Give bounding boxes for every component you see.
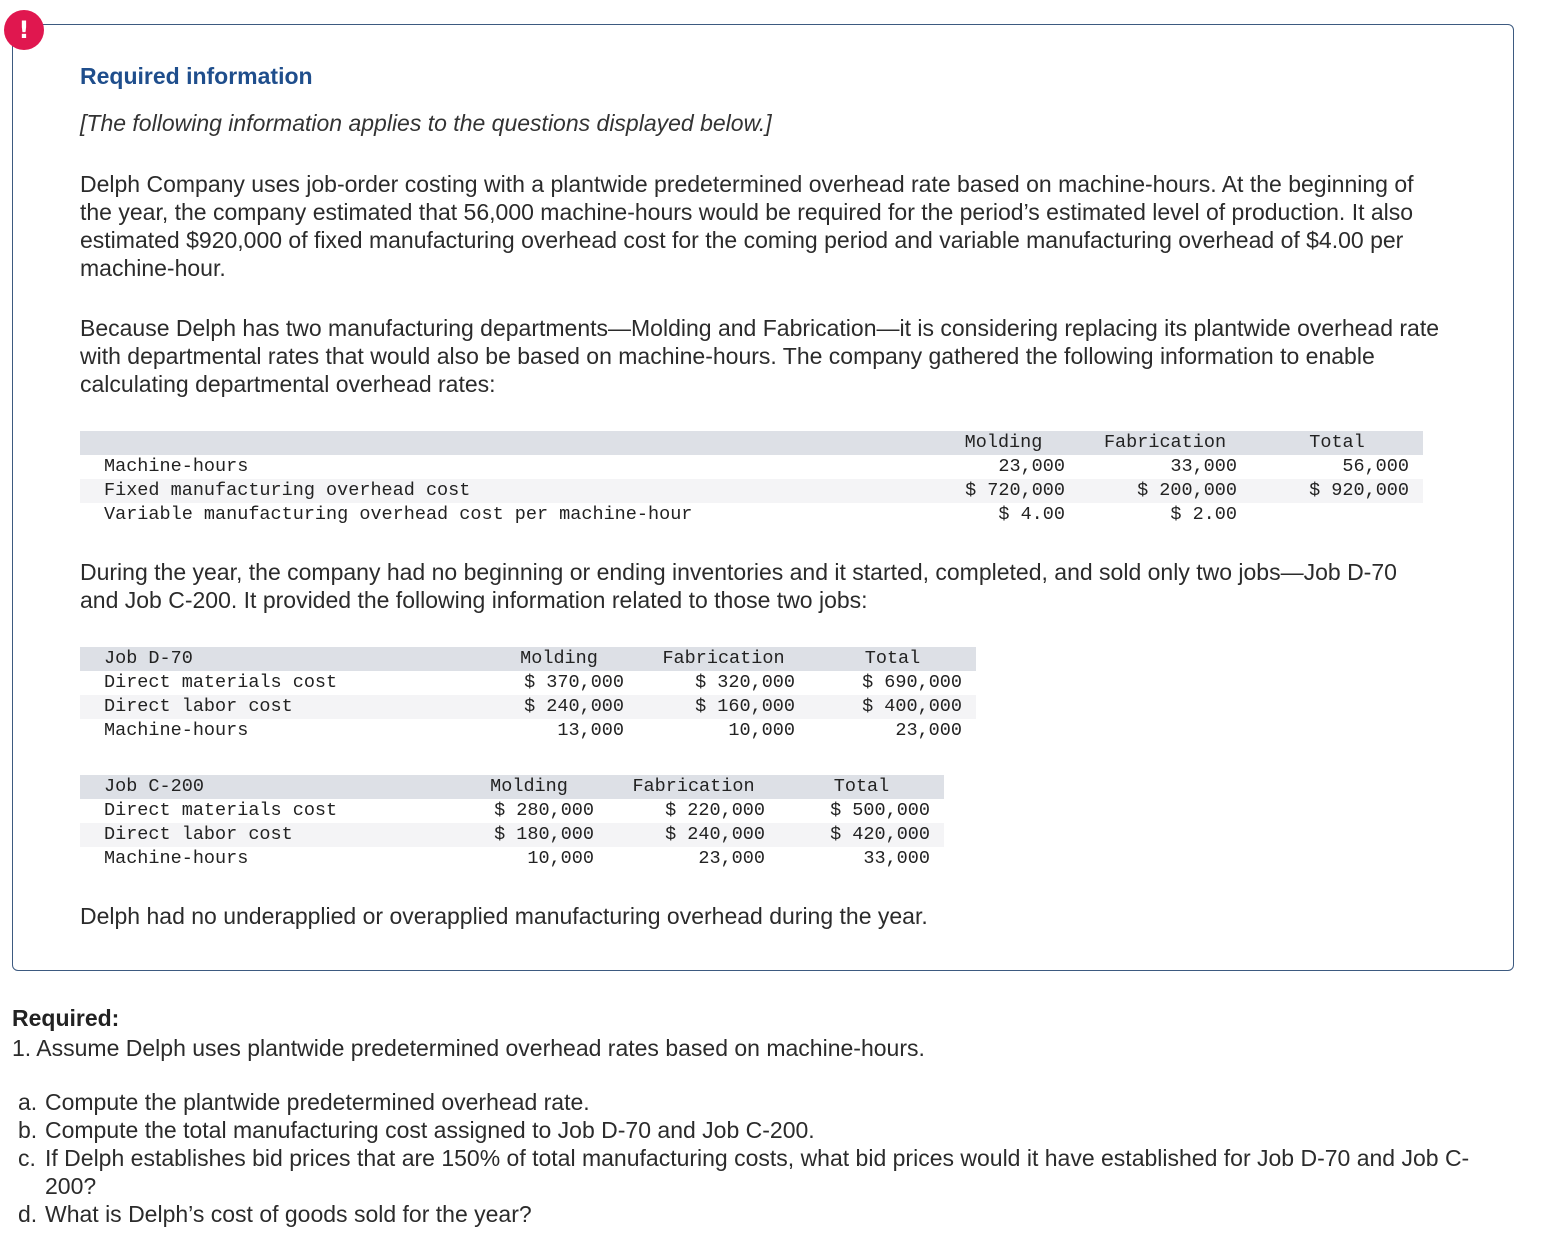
applies-note: [The following information applies to the questions displayed below.] bbox=[80, 110, 772, 136]
question-text: Compute the total manufacturing cost assigned to Job D-70 and Job C-200. bbox=[45, 1117, 815, 1143]
departments-paragraph: Because Delph has two manufacturing departments—Molding and Fabrication—it is considering replacing its plantwide overhead rate with departmental rates that would also be based on machine-hours. The company gathered the following information to enable calculating departmental overhead rates: bbox=[80, 315, 1440, 397]
cell-total: $ 500,000 bbox=[830, 800, 930, 821]
row-label: Direct materials cost bbox=[104, 800, 338, 821]
header-fabrication: Fabrication bbox=[608, 775, 779, 799]
header-fabrication: Fabrication bbox=[1079, 431, 1251, 455]
table-row bbox=[80, 799, 944, 823]
row-label: Machine-hours bbox=[104, 848, 249, 869]
cell-total bbox=[1251, 503, 1423, 527]
table-row bbox=[80, 719, 976, 743]
required-intro: 1. Assume Delph uses plantwide predetermined overhead rates based on machine-hours. bbox=[12, 1035, 925, 1061]
cell-total: $ 920,000 bbox=[1251, 479, 1423, 503]
row-label: Machine-hours bbox=[104, 456, 249, 477]
question-letter: d. bbox=[18, 1201, 38, 1227]
row-label: Direct labor cost bbox=[80, 823, 450, 847]
required-title: Required: bbox=[12, 1005, 120, 1031]
cell-fabrication: $ 200,000 bbox=[1079, 479, 1251, 503]
header-molding: Molding bbox=[928, 431, 1079, 455]
header-job-d70: Job D-70 bbox=[80, 647, 480, 671]
header-blank bbox=[80, 431, 928, 455]
row-label: Variable manufacturing overhead cost per machine-hour bbox=[104, 504, 693, 525]
cell-molding: $ 720,000 bbox=[928, 479, 1079, 503]
intro-paragraph: Delph Company uses job-order costing with a plantwide predetermined overhead rate based on machine-hours. At the beginning of the year, the company estimated that 56,000 machine-hours would be required for the period’s estimated level of production. It also estimated $920,000 of fixed manufacturing overhead cost for the coming period and variable manufacturing overhead of $4.00 per machine-hour. bbox=[80, 171, 1414, 281]
header-molding: Molding bbox=[480, 647, 638, 671]
cell-fabrication: $ 2.00 bbox=[1170, 504, 1237, 525]
question-letter: c. bbox=[18, 1145, 36, 1171]
list-item bbox=[18, 1088, 1518, 1116]
cell-fabrication: 10,000 bbox=[728, 720, 795, 741]
cell-total: $ 400,000 bbox=[809, 695, 976, 719]
header-total: Total bbox=[779, 775, 944, 799]
row-label: Direct labor cost bbox=[80, 695, 480, 719]
row-label: Fixed manufacturing overhead cost bbox=[80, 479, 928, 503]
question-text: Compute the plantwide predetermined overhead rate. bbox=[45, 1089, 590, 1115]
cell-molding: 23,000 bbox=[998, 456, 1065, 477]
header-total: Total bbox=[1251, 431, 1423, 455]
departmental-overhead-table bbox=[80, 431, 1423, 527]
list-item bbox=[18, 1116, 1518, 1144]
cell-molding: $ 4.00 bbox=[998, 504, 1065, 525]
table-row bbox=[80, 847, 944, 871]
row-label: Machine-hours bbox=[104, 720, 249, 741]
jobs-paragraph: During the year, the company had no beginning or ending inventories and it started, completed, and sold only two jobs—Job D-70 and Job C-200. It provided the following information related to those two jobs: bbox=[80, 559, 1397, 613]
question-text: If Delph establishes bid prices that are 150% of total manufacturing costs, what bid prices would it have established for Job D-70 and Job C-200? bbox=[45, 1145, 1470, 1199]
table-row bbox=[80, 455, 1423, 479]
list-item bbox=[18, 1200, 1518, 1228]
row-label: Direct materials cost bbox=[104, 672, 338, 693]
cell-molding: $ 240,000 bbox=[480, 695, 638, 719]
job-d70-table bbox=[80, 647, 976, 743]
cell-molding: 10,000 bbox=[527, 848, 594, 869]
cell-molding: $ 370,000 bbox=[524, 672, 624, 693]
table-row bbox=[80, 695, 976, 719]
table-row bbox=[80, 823, 944, 847]
cell-total: $ 690,000 bbox=[862, 672, 962, 693]
header-total: Total bbox=[809, 647, 976, 671]
overhead-note: Delph had no underapplied or overapplied manufacturing overhead during the year. bbox=[80, 903, 928, 929]
cell-fabrication: $ 160,000 bbox=[638, 695, 809, 719]
cell-fabrication: 33,000 bbox=[1170, 456, 1237, 477]
cell-fabrication: $ 240,000 bbox=[608, 823, 779, 847]
question-letter: a. bbox=[18, 1089, 38, 1115]
cell-total: 56,000 bbox=[1342, 456, 1409, 477]
job-c200-table bbox=[80, 775, 944, 871]
cell-fabrication: $ 220,000 bbox=[665, 800, 765, 821]
header-job-c200: Job C-200 bbox=[80, 775, 450, 799]
alert-icon: ! bbox=[4, 10, 44, 50]
table-header-row bbox=[80, 775, 944, 799]
cell-molding: $ 280,000 bbox=[494, 800, 594, 821]
table-header-row bbox=[80, 431, 1423, 455]
cell-molding: $ 180,000 bbox=[450, 823, 608, 847]
question-letter: b. bbox=[18, 1117, 38, 1143]
cell-total: 33,000 bbox=[863, 848, 930, 869]
header-molding: Molding bbox=[450, 775, 608, 799]
table-header-row bbox=[80, 647, 976, 671]
cell-molding: 13,000 bbox=[557, 720, 624, 741]
cell-fabrication: $ 320,000 bbox=[695, 672, 795, 693]
header-fabrication: Fabrication bbox=[638, 647, 809, 671]
question-text: What is Delph’s cost of goods sold for the year? bbox=[45, 1201, 532, 1227]
table-row bbox=[80, 479, 1423, 503]
list-item bbox=[18, 1144, 1518, 1200]
cell-fabrication: 23,000 bbox=[698, 848, 765, 869]
required-information-heading: Required information bbox=[80, 63, 313, 89]
cell-total: 23,000 bbox=[895, 720, 962, 741]
table-row bbox=[80, 503, 1423, 527]
table-row bbox=[80, 671, 976, 695]
cell-total: $ 420,000 bbox=[779, 823, 944, 847]
question-list bbox=[18, 1088, 1518, 1228]
